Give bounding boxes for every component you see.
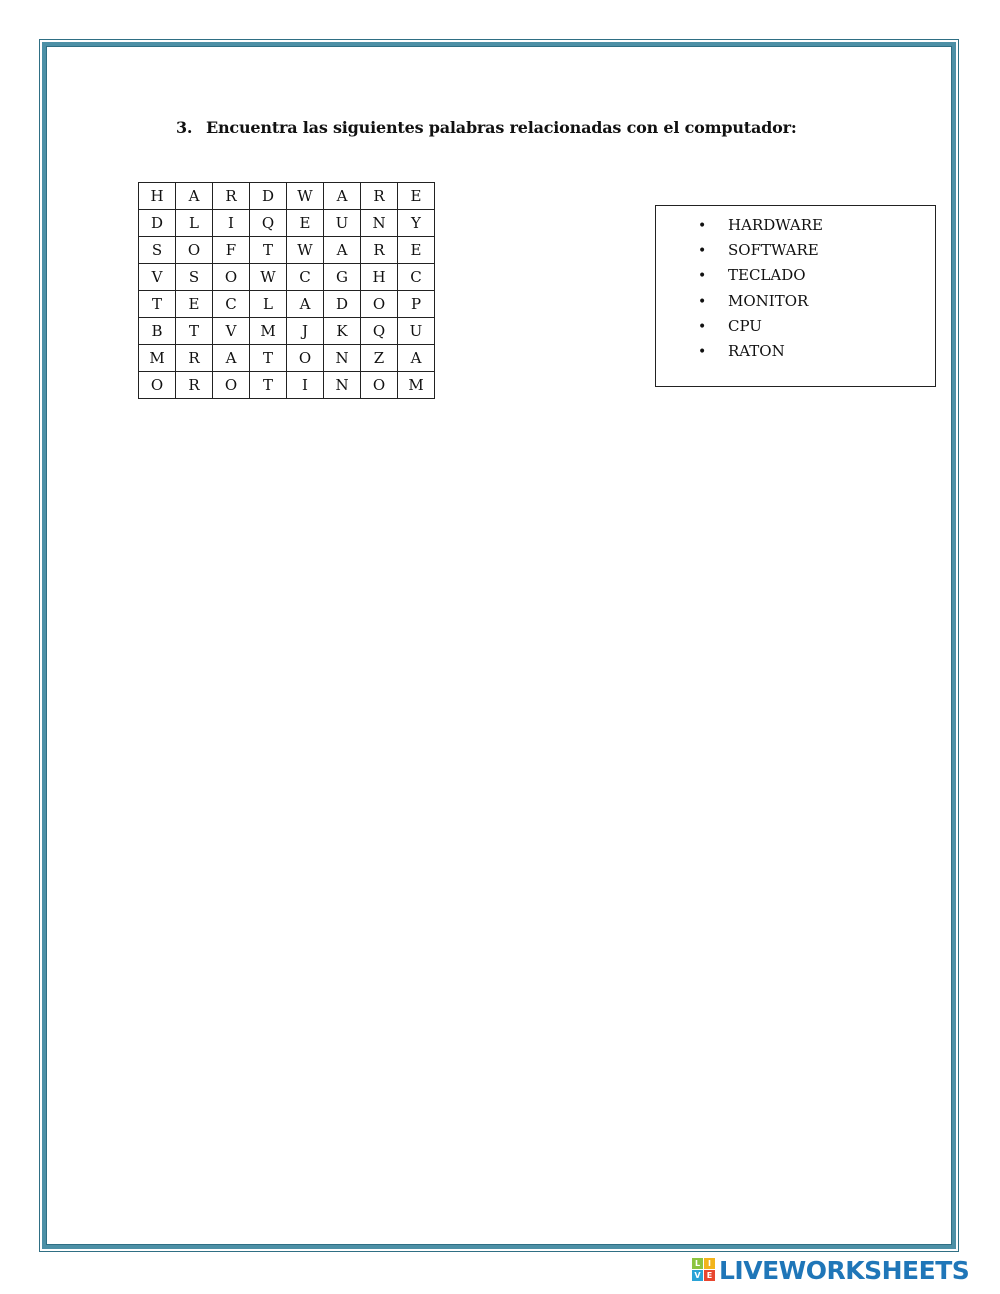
grid-cell[interactable]: A (398, 345, 435, 372)
grid-cell[interactable]: U (324, 210, 361, 237)
grid-cell[interactable]: W (250, 264, 287, 291)
grid-cell[interactable]: Z (361, 345, 398, 372)
grid-row (139, 318, 435, 345)
grid-cell[interactable]: A (324, 237, 361, 264)
grid-row (139, 264, 435, 291)
bullet-icon: • (698, 343, 707, 360)
grid-row (139, 291, 435, 318)
grid-cell[interactable]: E (398, 183, 435, 210)
grid-cell[interactable]: W (287, 183, 324, 210)
grid-cell[interactable]: O (213, 372, 250, 399)
logo-letter: I (704, 1258, 715, 1269)
grid-cell[interactable]: C (287, 264, 324, 291)
liveworksheets-logo (692, 1256, 969, 1284)
grid-cell[interactable]: D (139, 210, 176, 237)
grid-cell[interactable]: H (139, 183, 176, 210)
grid-cell[interactable]: O (287, 345, 324, 372)
grid-cell[interactable]: E (287, 210, 324, 237)
grid-cell[interactable]: O (361, 372, 398, 399)
grid-cell[interactable]: R (361, 237, 398, 264)
question-heading (176, 118, 797, 137)
grid-cell[interactable]: F (213, 237, 250, 264)
bullet-icon: • (698, 293, 707, 310)
grid-cell[interactable]: O (139, 372, 176, 399)
grid-cell[interactable]: T (139, 291, 176, 318)
grid-cell[interactable]: S (139, 237, 176, 264)
liveworksheets-wordmark: LIVEWORKSHEETS (719, 1255, 970, 1285)
grid-cell[interactable]: T (176, 318, 213, 345)
grid-cell[interactable]: Q (361, 318, 398, 345)
word-label: TECLADO (728, 266, 806, 285)
grid-cell[interactable]: M (398, 372, 435, 399)
grid-cell[interactable]: I (213, 210, 250, 237)
grid-cell[interactable]: O (176, 237, 213, 264)
logo-letter: E (704, 1270, 715, 1281)
grid-cell[interactable]: O (361, 291, 398, 318)
grid-cell[interactable]: N (324, 345, 361, 372)
grid-cell[interactable]: C (398, 264, 435, 291)
grid-cell[interactable]: B (139, 318, 176, 345)
word-label: CPU (728, 316, 762, 335)
grid-row (139, 237, 435, 264)
grid-cell[interactable]: A (213, 345, 250, 372)
grid-cell[interactable]: D (250, 183, 287, 210)
grid-cell[interactable]: L (250, 291, 287, 318)
grid-cell[interactable]: E (176, 291, 213, 318)
grid-row (139, 183, 435, 210)
grid-cell[interactable]: W (287, 237, 324, 264)
grid-cell[interactable]: C (213, 291, 250, 318)
grid-cell[interactable]: T (250, 237, 287, 264)
grid-cell[interactable]: H (361, 264, 398, 291)
bullet-icon: • (698, 268, 707, 285)
grid-cell[interactable]: K (324, 318, 361, 345)
word-list-item (698, 240, 823, 265)
word-list-item (698, 341, 823, 366)
grid-cell[interactable]: E (398, 237, 435, 264)
grid-cell[interactable]: R (176, 372, 213, 399)
grid-cell[interactable]: A (324, 183, 361, 210)
bullet-icon: • (698, 218, 707, 234)
word-list-item (698, 316, 823, 341)
word-list-item (698, 265, 823, 290)
grid-cell[interactable]: A (287, 291, 324, 318)
word-list (698, 215, 823, 366)
grid-cell[interactable]: M (139, 345, 176, 372)
bullet-icon: • (698, 318, 707, 335)
word-list-box (655, 205, 936, 387)
word-list-item (698, 291, 823, 316)
grid-cell[interactable]: L (176, 210, 213, 237)
word-search-grid (138, 182, 435, 399)
grid-cell[interactable]: R (213, 183, 250, 210)
grid-cell[interactable]: P (398, 291, 435, 318)
word-list-item (698, 215, 823, 240)
grid-row (139, 345, 435, 372)
liveworksheets-logo-icon (692, 1258, 716, 1282)
logo-letter: L (692, 1258, 703, 1269)
word-label: MONITOR (728, 291, 809, 310)
bullet-icon: • (698, 243, 707, 260)
question-text: Encuentra las siguientes palabras relacionadas con el computador: (206, 118, 797, 137)
grid-cell[interactable]: Y (398, 210, 435, 237)
grid-cell[interactable]: V (213, 318, 250, 345)
grid-cell[interactable]: G (324, 264, 361, 291)
grid-cell[interactable]: N (361, 210, 398, 237)
grid-cell[interactable]: D (324, 291, 361, 318)
grid-row (139, 372, 435, 399)
grid-cell[interactable]: T (250, 345, 287, 372)
word-label: SOFTWARE (728, 241, 819, 260)
grid-cell[interactable]: V (139, 264, 176, 291)
question-number: 3. (176, 118, 193, 137)
grid-cell[interactable]: O (213, 264, 250, 291)
grid-cell[interactable]: R (361, 183, 398, 210)
grid-cell[interactable]: Q (250, 210, 287, 237)
grid-cell[interactable]: I (287, 372, 324, 399)
grid-cell[interactable]: U (398, 318, 435, 345)
grid-cell[interactable]: T (250, 372, 287, 399)
grid-cell[interactable]: R (176, 345, 213, 372)
logo-letter: V (692, 1270, 703, 1281)
word-label: RATON (728, 341, 785, 360)
word-label: HARDWARE (728, 216, 823, 234)
grid-cell[interactable]: S (176, 264, 213, 291)
grid-cell[interactable]: M (250, 318, 287, 345)
grid-row (139, 210, 435, 237)
grid-cell[interactable]: A (176, 183, 213, 210)
grid-cell[interactable]: J (287, 318, 324, 345)
grid-cell[interactable]: N (324, 372, 361, 399)
